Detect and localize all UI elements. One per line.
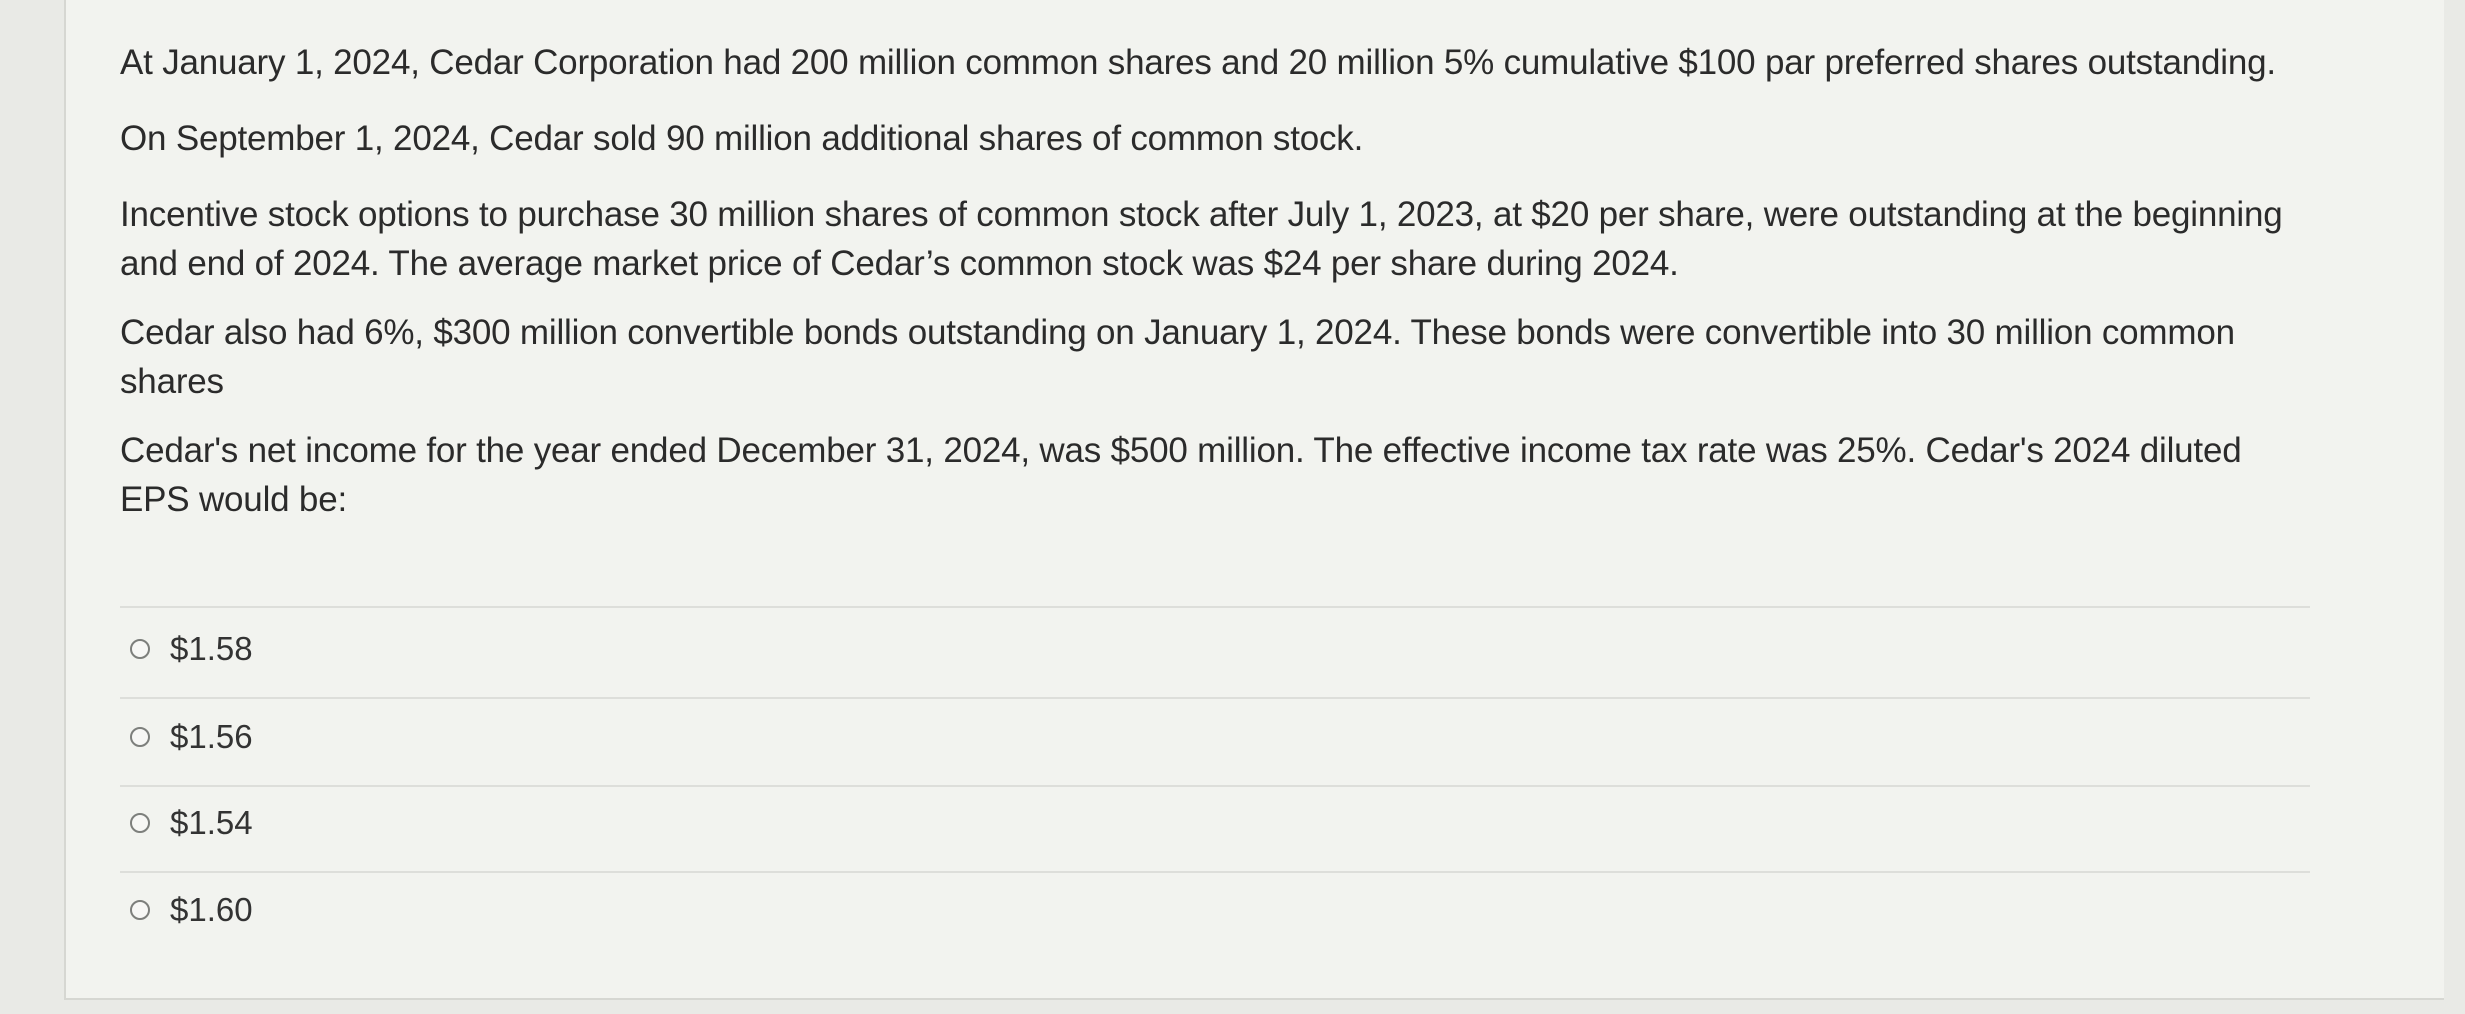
option-divider xyxy=(120,871,2310,873)
answer-option-4[interactable] xyxy=(130,885,253,935)
question-paragraph-4: Cedar also had 6%, $300 million convertible bonds outstanding on January 1, 2024. These bonds were convertible into 30 million common shares xyxy=(120,313,2235,401)
answer-option-1[interactable] xyxy=(130,624,253,674)
answers-divider xyxy=(120,606,2310,608)
option-divider xyxy=(120,785,2310,787)
answer-option-2[interactable] xyxy=(130,712,253,762)
question-text xyxy=(120,38,2300,551)
answer-option-label: $1.56 xyxy=(170,718,253,755)
question-paragraph-2: On September 1, 2024, Cedar sold 90 million additional shares of common stock. xyxy=(120,119,1364,158)
question-paragraph-1: At January 1, 2024, Cedar Corporation had 200 million common shares and 20 million 5% cumulative $100 par preferred shares outstanding. xyxy=(120,43,2276,82)
radio-button-icon[interactable] xyxy=(130,727,150,747)
radio-button-icon[interactable] xyxy=(130,639,150,659)
answer-option-3[interactable] xyxy=(130,798,253,848)
answer-option-label: $1.54 xyxy=(170,804,253,841)
answer-option-label: $1.60 xyxy=(170,891,253,928)
option-divider xyxy=(120,697,2310,699)
radio-button-icon[interactable] xyxy=(130,900,150,920)
answer-option-label: $1.58 xyxy=(170,630,253,667)
question-paragraph-3: Incentive stock options to purchase 30 million shares of common stock after July 1, 2023, at $20 per share, were outstanding at the beginning and end of 2024. The average market price of Cedar’s common stock was $24 per share during 2024. xyxy=(120,195,2283,283)
question-paragraph-5: Cedar's net income for the year ended December 31, 2024, was $500 million. The effective income tax rate was 25%. Cedar's 2024 diluted EPS would be: xyxy=(120,431,2242,519)
radio-button-icon[interactable] xyxy=(130,813,150,833)
